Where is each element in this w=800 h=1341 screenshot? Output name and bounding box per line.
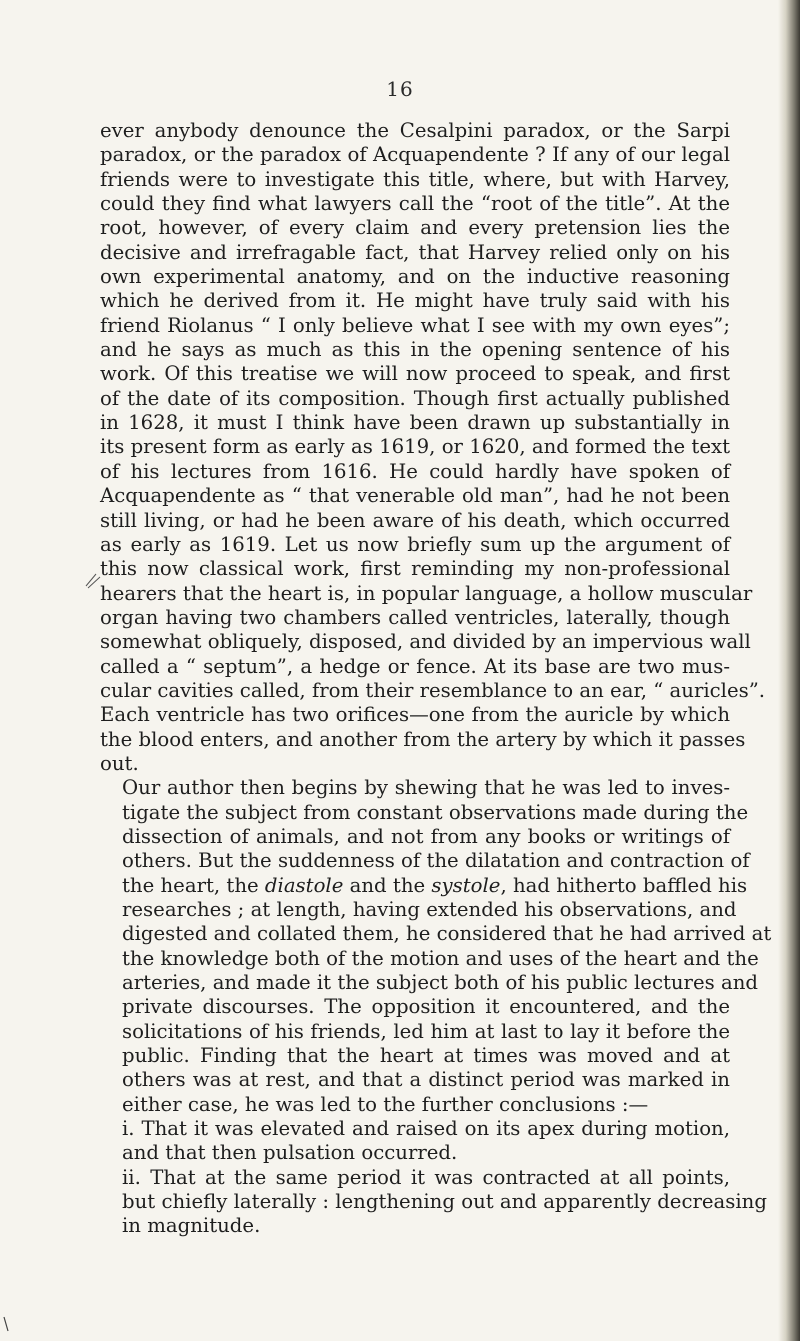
text-line: arteries, and made it the subject both of his public lectures and	[122, 971, 758, 995]
paragraph	[100, 1165, 767, 1239]
text-line: could they find what lawyers call the “root of the title”. At the	[100, 192, 730, 216]
text-line: cular cavities called, from their resemblance to an ear, “ auricles”.	[100, 678, 766, 702]
text-line: others. But the suddenness of the dilatation and contraction of	[122, 849, 750, 873]
page-edge-shadow	[778, 0, 800, 1341]
text-line: the knowledge both of the motion and uses of the heart and the	[122, 946, 759, 970]
paragraph	[100, 776, 772, 1117]
text-line: the heart, the diastole and the systole, had hitherto baffled his	[122, 873, 748, 897]
text-line: still living, or had he been aware of his death, which occurred	[100, 508, 730, 532]
text-line: as early as 1619. Let us now briefly sum up the argument of	[100, 532, 730, 556]
text-line: out.	[100, 751, 139, 775]
text-line: hearers that the heart is, in popular language, a hollow muscular	[100, 581, 753, 605]
text-line: Our author then begins by shewing that he was led to inves-	[122, 776, 730, 800]
body-text	[100, 119, 772, 1239]
text-line: others was at rest, and that a distinct period was marked in	[122, 1068, 730, 1092]
text-line: in 1628, it must I think have been drawn up substantially in	[100, 411, 730, 435]
page-number: 16	[386, 77, 414, 101]
text-line: decisive and irrefragable fact, that Harvey relied only on his	[100, 240, 730, 264]
text-line: dissection of animals, and not from any books or writings of	[122, 824, 730, 848]
paragraph	[100, 119, 766, 776]
text-line: root, however, of every claim and every pretension lies the	[100, 216, 730, 240]
text-line: which he derived from it. He might have truly said with his	[100, 289, 730, 313]
text-line: of his lectures from 1616. He could hardly have spoken of	[100, 459, 730, 483]
corner-mark-icon	[3, 1316, 9, 1332]
text-line: i. That it was elevated and raised on its apex during motion,	[122, 1117, 730, 1141]
text-line: its present form as early as 1619, or 1620, and formed the text	[100, 435, 730, 459]
text-line: the blood enters, and another from the artery by which it passes	[100, 727, 746, 751]
text-line: public. Finding that the heart at times was moved and at	[122, 1044, 730, 1068]
text-line: ii. That at the same period it was contracted at all points,	[122, 1165, 730, 1189]
text-line: organ having two chambers called ventricles, laterally, though	[100, 605, 730, 629]
text-line: researches ; at length, having extended his observations, and	[122, 898, 737, 921]
text-line: tigate the subject from constant observations made during the	[122, 800, 749, 824]
text-line: called a “ septum”, a hedge or fence. At its base are two mus-	[100, 654, 730, 678]
text-line: and that then pulsation occurred.	[122, 1141, 458, 1165]
text-line: and he says as much as this in the opening sentence of his	[100, 338, 730, 362]
text-line: either case, he was led to the further conclusions :—	[122, 1092, 649, 1116]
text-line: friend Riolanus “ I only believe what I see with my own eyes”;	[100, 313, 730, 337]
text-line: this now classical work, first reminding my non-professional	[100, 557, 730, 581]
text-line: ever anybody denounce the Cesalpini paradox, or the Sarpi	[100, 119, 730, 142]
text-line: of the date of its composition. Though first actually published	[100, 386, 730, 410]
text-line: but chiefly laterally : lengthening out and apparently decreasing	[122, 1190, 767, 1214]
paragraph	[100, 1117, 730, 1166]
text-line: private discourses. The opposition it encountered, and the	[122, 995, 730, 1019]
text-line: friends were to investigate this title, where, but with Harvey,	[100, 167, 730, 191]
text-line: own experimental anatomy, and on the inductive reasoning	[100, 265, 730, 289]
text-line: somewhat obliquely, disposed, and divided by an impervious wall	[100, 630, 751, 654]
text-line: solicitations of his friends, led him at last to lay it before the	[122, 1019, 730, 1043]
text-line: Acquapendente as “ that venerable old man”, had he not been	[100, 484, 730, 508]
text-line: paradox, or the paradox of Acquapendente ? If any of our legal	[100, 143, 730, 167]
text-line: Each ventricle has two orifices—one from the auricle by which	[100, 703, 730, 727]
text-line: digested and collated them, he considered that he had arrived at	[122, 922, 772, 946]
text-line: in magnitude.	[122, 1214, 261, 1238]
text-line: work. Of this treatise we will now proceed to speak, and first	[100, 362, 730, 386]
